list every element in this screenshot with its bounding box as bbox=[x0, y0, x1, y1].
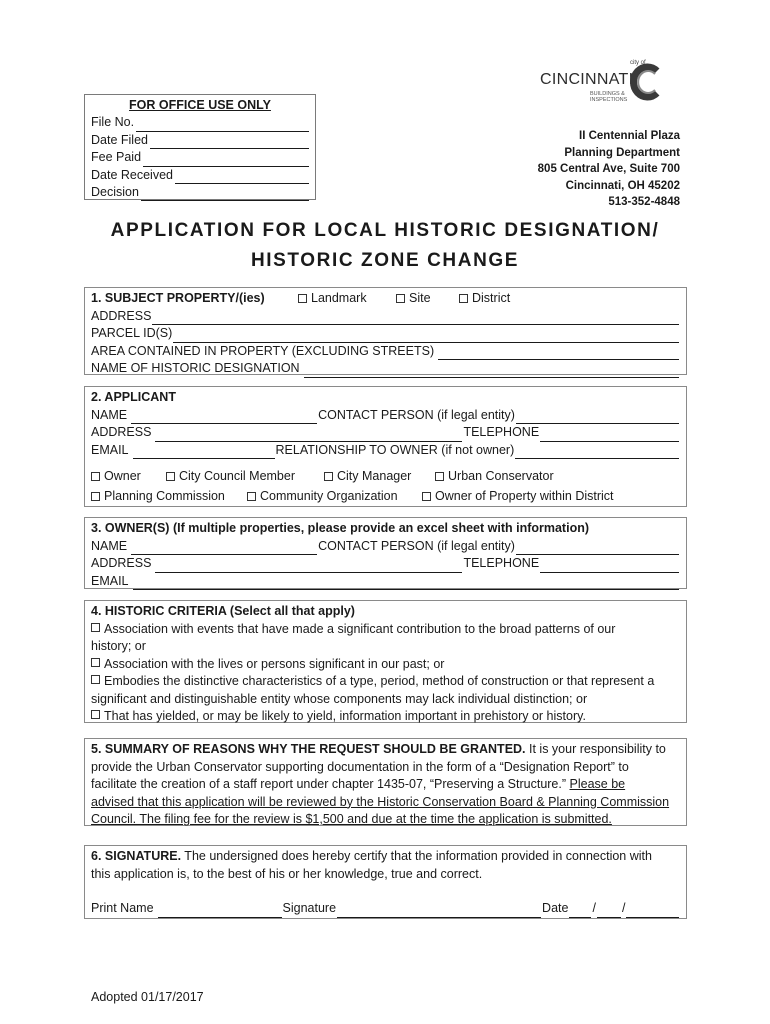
planning-commission-checkbox[interactable]: Planning Commission bbox=[91, 488, 247, 506]
applicant-telephone-field[interactable] bbox=[540, 428, 679, 442]
owner-within-district-checkbox[interactable]: Owner of Property within District bbox=[422, 488, 614, 506]
section5-heading: 5. SUMMARY OF REASONS WHY THE REQUEST SHOULD BE GRANTED. bbox=[91, 742, 526, 756]
print-name-field[interactable] bbox=[158, 904, 282, 918]
date-year-field[interactable] bbox=[626, 904, 679, 918]
city-council-checkbox[interactable]: City Council Member bbox=[166, 468, 324, 486]
parcel-id-field[interactable]: PARCEL ID(S) bbox=[91, 325, 680, 343]
applicant-email-field[interactable] bbox=[133, 445, 275, 459]
applicant-contact-field[interactable] bbox=[516, 410, 679, 424]
logo-subtitle: BUILDINGS & INSPECTIONS bbox=[590, 91, 628, 103]
section-owners: 3. OWNER(S) (If multiple properties, please provide an excel sheet with information) NAME CONTACT PERSON (if legal entity) ADDRESS TELEPHONE EMAIL bbox=[84, 517, 687, 589]
site-checkbox[interactable]: Site bbox=[396, 290, 459, 308]
page-title: APPLICATION FOR LOCAL HISTORIC DESIGNATION/ HISTORIC ZONE CHANGE bbox=[110, 220, 660, 271]
criteria-events-checkbox[interactable]: Association with events that have made a significant contribution to the broad patterns of our bbox=[91, 621, 680, 639]
section4-heading: 4. HISTORIC CRITERIA (Select all that apply) bbox=[91, 604, 355, 618]
department-address: II Centennial Plaza Planning Department 805 Central Ave, Suite 700 Cincinnati, OH 45202 513-352-4848 bbox=[537, 130, 680, 208]
criteria-information-checkbox[interactable]: That has yielded, or may be likely to yield, information important in prehistory or history. bbox=[91, 708, 680, 726]
criteria-characteristics-checkbox[interactable]: Embodies the distinctive characteristics of a type, period, method of construction or that represent a bbox=[91, 673, 680, 691]
office-use-header: FOR OFFICE USE ONLY bbox=[129, 98, 271, 112]
urban-conservator-checkbox[interactable]: Urban Conservator bbox=[435, 468, 554, 486]
criteria-persons-checkbox[interactable]: Association with the lives or persons significant in our past; or bbox=[91, 656, 680, 674]
community-organization-checkbox[interactable]: Community Organization bbox=[247, 488, 422, 506]
section1-heading: 1. SUBJECT PROPERTY/(ies) bbox=[91, 291, 265, 305]
city-manager-checkbox[interactable]: City Manager bbox=[324, 468, 435, 486]
applicant-address-field[interactable] bbox=[155, 428, 462, 442]
section-applicant: 2. APPLICANT NAME CONTACT PERSON (if legal entity) ADDRESS TELEPHONE EMAIL RELATIONSHIP TO OWNER (if not owner) Owner City Council Member City Manager Urban Conservator Planning Commission Community Organization Owner of Property within District bbox=[84, 386, 687, 507]
section3-heading: 3. OWNER(S) (If multiple properties, please provide an excel sheet with information) bbox=[91, 521, 590, 535]
office-field-date-filed[interactable]: Date Filed bbox=[91, 132, 309, 149]
owner-contact-field[interactable] bbox=[516, 541, 679, 555]
owner-address-field[interactable] bbox=[155, 559, 462, 573]
section-signature: 6. SIGNATURE. The undersigned does hereby certify that the information provided in connection with this application is, to the best of his or her knowledge, true and correct. Print Name Signature Date / / bbox=[84, 845, 687, 919]
signature-field[interactable] bbox=[337, 904, 541, 918]
owner-checkbox[interactable]: Owner bbox=[91, 468, 166, 486]
district-checkbox[interactable]: District bbox=[459, 290, 510, 308]
relationship-field[interactable] bbox=[515, 445, 679, 459]
office-field-fee-paid[interactable]: Fee Paid bbox=[91, 149, 309, 166]
office-field-date-received[interactable]: Date Received bbox=[91, 167, 309, 184]
office-field-file-no[interactable]: File No. bbox=[91, 114, 309, 131]
office-use-box bbox=[84, 94, 316, 200]
designation-name-field[interactable]: NAME OF HISTORIC DESIGNATION bbox=[91, 360, 680, 378]
applicant-name-field[interactable] bbox=[131, 410, 317, 424]
section6-heading: 6. SIGNATURE. bbox=[91, 849, 182, 863]
adopted-date: Adopted 01/17/2017 bbox=[91, 990, 204, 1004]
date-day-field[interactable] bbox=[597, 904, 621, 918]
owner-telephone-field[interactable] bbox=[540, 559, 679, 573]
date-month-field[interactable] bbox=[569, 904, 591, 918]
area-field[interactable]: AREA CONTAINED IN PROPERTY (EXCLUDING STREETS) bbox=[91, 343, 680, 361]
logo-name: CINCINNATI bbox=[540, 71, 634, 88]
landmark-checkbox[interactable]: Landmark bbox=[298, 290, 396, 308]
owner-name-field[interactable] bbox=[131, 541, 317, 555]
cincinnati-c-logo-icon bbox=[629, 62, 663, 102]
section-historic-criteria: 4. HISTORIC CRITERIA (Select all that apply) Association with events that have made a significant contribution to the broad patterns of our history; or Association with the lives or persons significant in our past; or Embodies the distinctive characteristics of a type, period, method of construction or that represent a significant and distinguishable entity whose components may lack individual distinction; or That has yielded, or may be likely to yield, information important in prehistory or history. bbox=[84, 600, 687, 723]
property-address-field[interactable]: ADDRESS bbox=[91, 308, 680, 326]
section-summary-of-reasons: 5. SUMMARY OF REASONS WHY THE REQUEST SHOULD BE GRANTED. It is your responsibility to provide the Urban Conservator supporting documentation in the form of a “Designation Report” to facilitate the creation of a staff report under chapter 1435-07, “Preserving a Structure.” Please be advised that this application will be reviewed by the Historic Conservation Board & Planning Commission Council. The filing fee for the review is $1,500 and due at the time the application is submitted. bbox=[84, 738, 687, 826]
cincinnati-logo: city of CINCINNATI BUILDINGS & INSPECTIONS bbox=[540, 58, 670, 108]
office-field-decision[interactable]: Decision bbox=[91, 184, 309, 201]
section-subject-property bbox=[84, 287, 687, 375]
owner-email-field[interactable]: EMAIL bbox=[91, 573, 680, 591]
section2-heading: 2. APPLICANT bbox=[91, 390, 176, 404]
